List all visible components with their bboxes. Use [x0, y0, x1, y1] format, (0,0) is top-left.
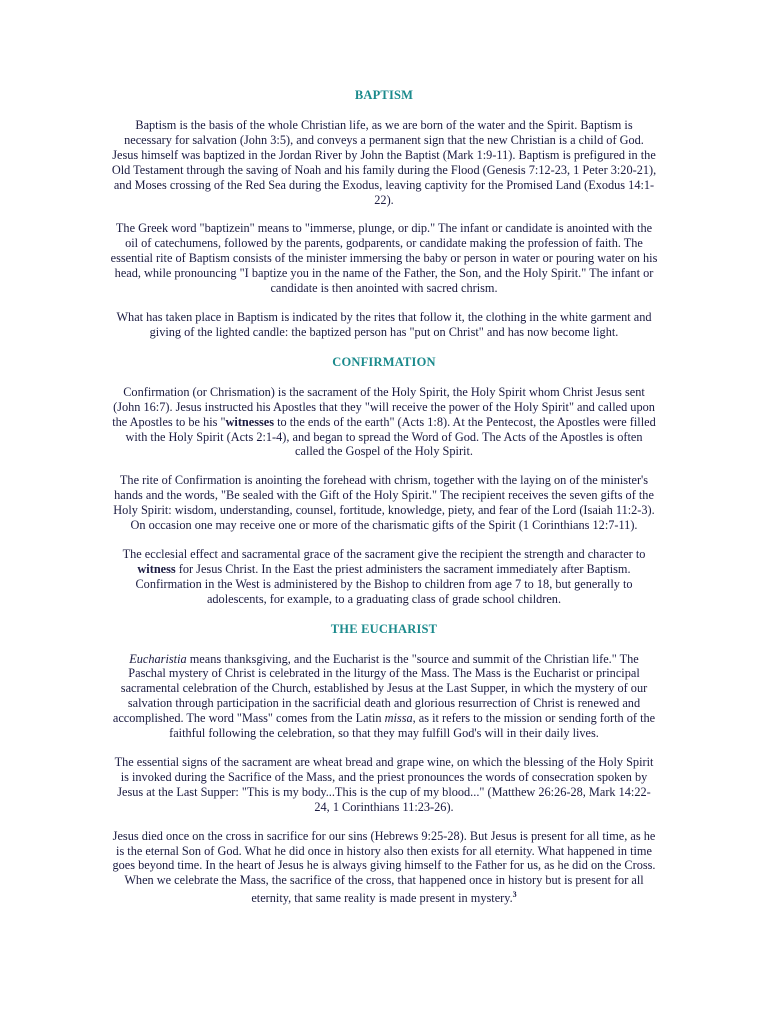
confirmation-p1-text-b: to the ends of the earth" (Acts 1:8). At the Pentecost, the Apostles were filled with the Holy Spirit (Acts 2:1-4), and began to spread the Word of God. The Acts of the Apostles is often called the Gospel of the Holy Spirit.: [125, 414, 656, 459]
confirmation-p3-bold: witness: [137, 561, 176, 576]
eucharist-p3-text: Jesus died once on the cross in sacrifice for our sins (Hebrews 9:25-28). But Jesus is present for all time, as he is the eternal Son of God. What he did once in history also then exists for all eternity. What happened in time goes beyond time. In the heart of Jesus he is always giving himself to the Father for us, as he did on the Cross. When we celebrate the Mass, the sacrifice of the cross, that happened once in history but is present for all eternity, that same reality is made present in mystery.: [112, 828, 656, 906]
eucharist-p1-text-b: , as it refers to the mission or sending forth of the faithful following the celebration, so that they may fulfill God's will in their daily lives.: [169, 711, 656, 741]
document-page: [110, 88, 658, 920]
eucharist-paragraph-3: [110, 829, 658, 907]
eucharist-paragraph-2: The essential signs of the sacrament are wheat bread and grape wine, on which the blessing of the Holy Spirit is invoked during the Sacrifice of the Mass, and the priest pronounces the words of consecration spoken by Jesus at the Last Supper: "This is my body...This is the cup of my blood..." (Matthew 26:26-28, Mark 14:22-24, 1 Corinthians 11:23-26).: [114, 755, 654, 814]
eucharist-p1-text-a: means thanksgiving, and the Eucharist is the "source and summit of the Christian life." The Paschal mystery of Christ is celebrated in the liturgy of the Mass. The Mass is the Eucharist or principal sacramental celebration of the Church, established by Jesus at the Last Supper, in which the mystery of our salvation through participation in the sacrificial death and glorious resurrection of Christ is renewed and accomplished. The word "Mass" comes from the Latin: [112, 651, 648, 726]
confirmation-paragraph-2: The rite of Confirmation is anointing the forehead with chrism, together with the laying on of the minister's hands and the words, "Be sealed with the Gift of the Holy Spirit." The recipient receives the seven gifts of the Holy Spirit: wisdom, understanding, counsel, fortitude, knowledge, piety, and fear of the Lord (Isaiah 11:2-3). On occasion one may receive one or more of the charismatic gifts of the Spirit (1 Corinthians 12:7-11).: [113, 473, 655, 533]
confirmation-paragraph-1: [110, 385, 658, 460]
confirmation-p1-bold: witnesses: [225, 414, 275, 429]
section-heading-confirmation: CONFIRMATION: [332, 354, 436, 369]
confirmation-p3-text-b: for Jesus Christ. In the East the priest administers the sacrament immediately after Baptism. Confirmation in the West is administered by the Bishop to children from age 7 to 18, but generally to adolescents, for example, to a graduating class of grade school children.: [135, 561, 633, 606]
baptism-paragraph-3: What has taken place in Baptism is indicated by the rites that follow it, the clothing in the white garment and giving of the lighted candle: the baptized person has "put on Christ" and has now become light.: [116, 309, 652, 339]
baptism-paragraph-1: Baptism is the basis of the whole Christian life, as we are born of the water and the Spirit. Baptism is necessary for salvation (John 3:5), and conveys a permanent sign that the new Christian is a child of God. Jesus himself was baptized in the Jordan River by John the Baptist (Mark 1:9-11). Baptism is prefigured in the Old Testament through the saving of Noah and his family during the Flood (Genesis 7:12-23, 1 Peter 3:20-21), and Moses crossing of the Red Sea during the Exodus, leaving captivity for the Promised Land (Exodus 14:1-22).: [111, 118, 657, 207]
confirmation-p3-text-a: The ecclesial effect and sacramental grace of the sacrament give the recipient the strength and character to: [122, 546, 646, 561]
section-heading-baptism: BAPTISM: [354, 88, 414, 102]
confirmation-p1-text-a: Confirmation (or Chrismation) is the sacrament of the Holy Spirit, the Holy Spirit whom Christ Jesus sent (John 16:7). Jesus instructed his Apostles that they "will receive the power of the Holy Spirit" and called upon the Apostles to be his ": [112, 384, 655, 429]
footnote-marker: 3: [512, 890, 517, 900]
eucharist-p1-italic-2: missa: [384, 711, 413, 726]
section-heading-eucharist: THE EUCHARIST: [330, 621, 438, 636]
baptism-paragraph-2: The Greek word "baptizein" means to "immerse, plunge, or dip." The infant or candidate is anointed with the oil of catechumens, followed by the parents, godparents, or candidate making the profession of faith. The essential rite of Baptism consists of the minister immersing the baby or person in water or pouring water on his head, while pronouncing "I baptize you in the name of the Father, the Son, and the Holy Spirit." The infant or candidate is then anointed with sacred chrism.: [110, 221, 658, 296]
confirmation-paragraph-3: [110, 547, 658, 607]
eucharist-p1-italic: Eucharistia: [129, 651, 187, 666]
eucharist-paragraph-1: [110, 652, 658, 741]
